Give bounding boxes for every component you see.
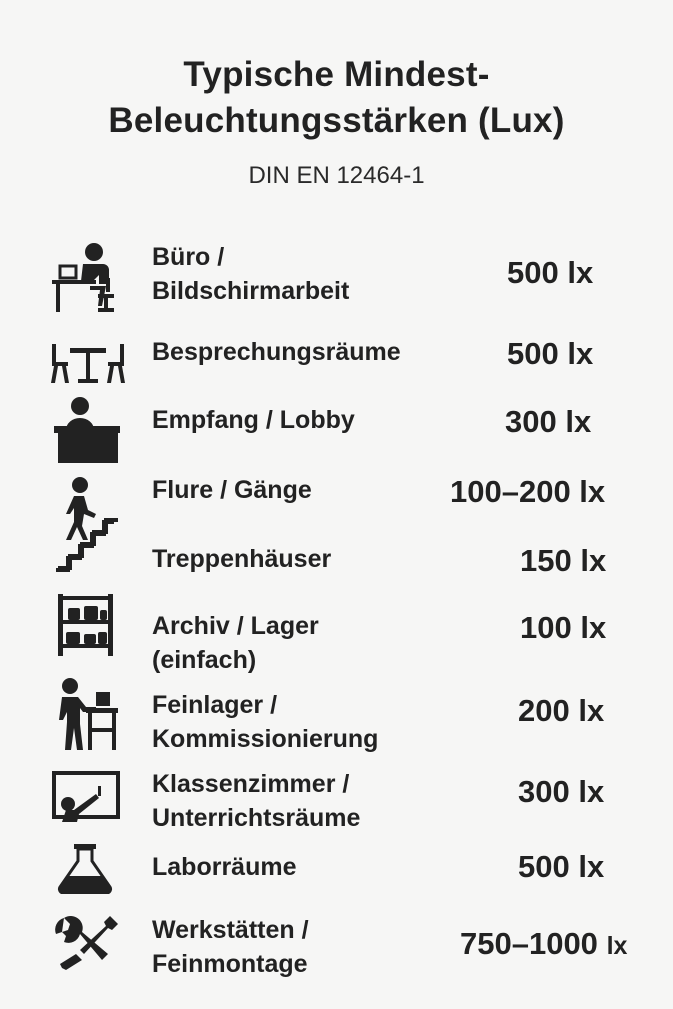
wrench-screwdriver-icon <box>50 914 122 972</box>
row-label-line-1: Büro / <box>152 243 225 271</box>
row-value: 100 lx <box>520 610 607 645</box>
row-value: 300 lx <box>505 404 592 439</box>
row-value: 500 lx <box>518 849 605 884</box>
row-label-line-1: Treppenhäuser <box>152 545 332 573</box>
page-title <box>0 52 673 144</box>
row-label-line-1: Flure / Gänge <box>152 476 312 504</box>
row-value: 300 lx <box>518 774 605 809</box>
office-desk-person-icon <box>50 240 122 314</box>
page-subtitle: DIN EN 12464-1 <box>248 162 425 189</box>
row-value-unit: lx <box>606 932 628 960</box>
shelf-icon <box>50 594 120 656</box>
person-workbench-icon <box>50 678 122 752</box>
row-label-line-1: Archiv / Lager <box>152 612 319 640</box>
row-label-line-1: Besprechungsräume <box>152 338 401 366</box>
row-label-line-1: Feinlager / <box>152 691 278 719</box>
row-value: 150 lx <box>520 543 607 578</box>
row-label-line-2: Unterrichtsräume <box>152 804 361 832</box>
row-value-number: 750–1000 <box>460 926 598 961</box>
title-line-2: Beleuchtungsstärken (Lux) <box>108 101 565 140</box>
row-value: 100–200 lx <box>450 474 606 509</box>
row-label-line-2: Bildschirmarbeit <box>152 277 350 305</box>
row-value: 200 lx <box>518 693 605 728</box>
row-value: 500 lx <box>507 255 594 290</box>
row-label-line-1: Klassenzimmer / <box>152 770 350 798</box>
row-label-line-1: Werkstätten / <box>152 916 309 944</box>
classroom-board-icon <box>50 770 122 826</box>
reception-desk-icon <box>50 396 122 466</box>
stairs-icon-graphic <box>56 516 120 575</box>
title-line-1: Typische Mindest- <box>183 55 490 94</box>
row-label-line-1: Laborräume <box>152 853 297 881</box>
row-label-line-2: (einfach) <box>152 646 257 674</box>
lab-flask-icon <box>50 844 122 894</box>
row-value: 500 lx <box>507 336 594 371</box>
row-label-line-1: Empfang / Lobby <box>152 406 355 434</box>
row-label-line-2: Kommissionierung <box>152 725 379 753</box>
row-label-line-2: Feinmontage <box>152 950 308 978</box>
meeting-table-icon <box>50 340 126 384</box>
row-value <box>460 926 627 964</box>
